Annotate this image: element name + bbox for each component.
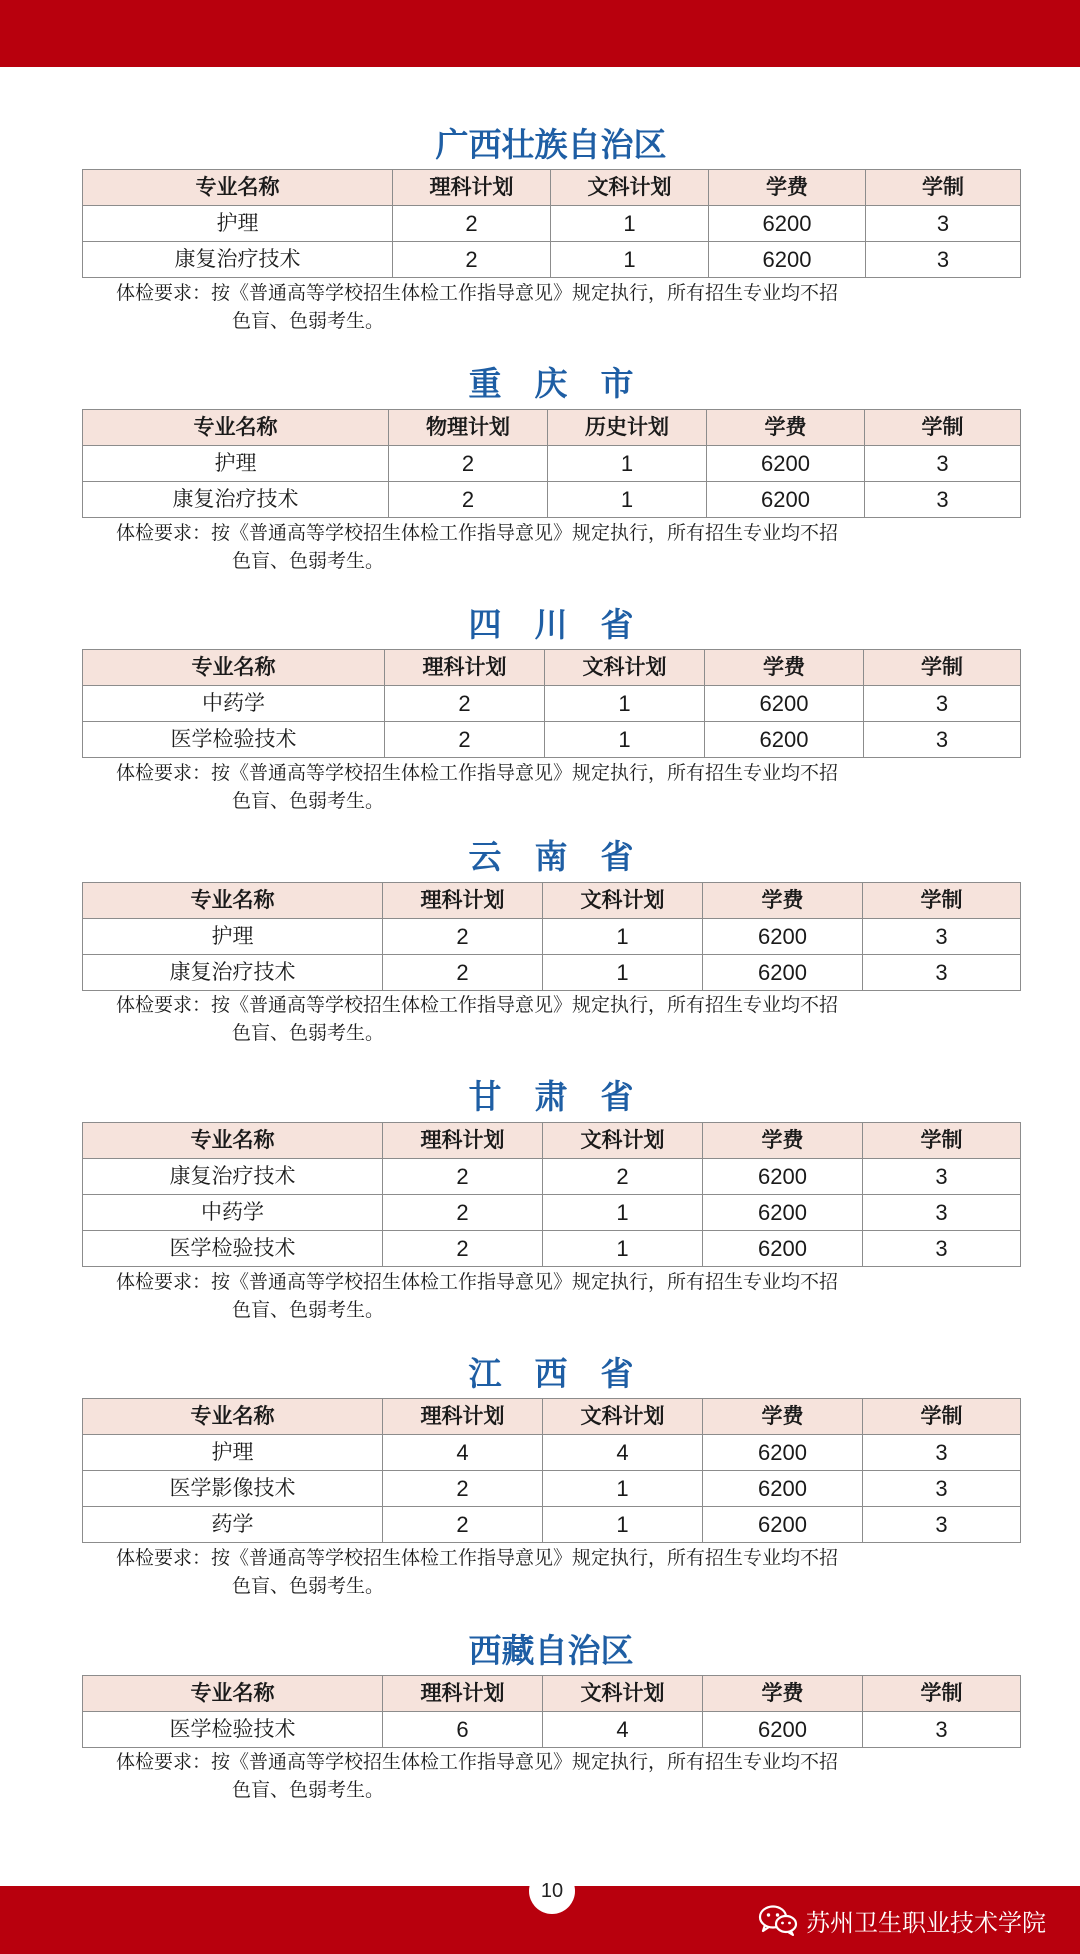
note-line: 色盲、色弱考生。 xyxy=(232,790,385,812)
plan-cell: 1 xyxy=(543,1195,703,1231)
region-title-guangxi: 广西壮族自治区 xyxy=(435,125,667,164)
plan-cell: 6 xyxy=(383,1712,543,1748)
plan-cell: 2 xyxy=(389,482,548,518)
plan-cell: 4 xyxy=(383,1435,543,1471)
footer-brand xyxy=(758,1886,1046,1954)
tuition-cell: 6200 xyxy=(709,242,866,278)
plan-cell: 1 xyxy=(551,206,709,242)
table-row xyxy=(83,686,1021,722)
table-header-row xyxy=(83,1123,1021,1159)
plan-cell: 4 xyxy=(543,1435,703,1471)
header-cell: 专业名称 xyxy=(83,170,393,206)
tuition-cell: 6200 xyxy=(703,955,863,991)
plan-cell: 2 xyxy=(383,955,543,991)
tuition-cell: 6200 xyxy=(703,1195,863,1231)
header-cell: 学制 xyxy=(864,650,1021,686)
header-cell: 学费 xyxy=(705,650,864,686)
duration-cell: 3 xyxy=(863,1159,1021,1195)
duration-cell: 3 xyxy=(863,1435,1021,1471)
header-cell: 理科计划 xyxy=(383,1123,543,1159)
plan-table-tibet xyxy=(82,1675,1021,1748)
header-cell: 文科计划 xyxy=(545,650,705,686)
tuition-cell: 6200 xyxy=(707,482,865,518)
plan-cell: 2 xyxy=(383,1195,543,1231)
note-line: 体检要求：按《普通高等学校招生体检工作指导意见》规定执行，所有招生专业均不招 xyxy=(116,282,839,304)
major-cell: 护理 xyxy=(83,206,393,242)
health-requirement-note xyxy=(116,1544,1006,1600)
header-cell: 理科计划 xyxy=(385,650,545,686)
plan-table-gansu xyxy=(82,1122,1021,1267)
note-line: 色盲、色弱考生。 xyxy=(232,1022,385,1044)
note-line: 色盲、色弱考生。 xyxy=(232,1575,385,1597)
plan-cell: 1 xyxy=(543,1231,703,1267)
header-cell: 学制 xyxy=(863,1123,1021,1159)
header-cell: 文科计划 xyxy=(543,1676,703,1712)
header-cell: 学制 xyxy=(863,1399,1021,1435)
table-row xyxy=(83,919,1021,955)
duration-cell: 3 xyxy=(863,1195,1021,1231)
note-line: 体检要求：按《普通高等学校招生体检工作指导意见》规定执行，所有招生专业均不招 xyxy=(116,1751,839,1773)
tuition-cell: 6200 xyxy=(703,1712,863,1748)
health-requirement-note xyxy=(116,759,1006,815)
header-cell: 学制 xyxy=(863,883,1021,919)
plan-cell: 1 xyxy=(548,446,707,482)
note-line: 体检要求：按《普通高等学校招生体检工作指导意见》规定执行，所有招生专业均不招 xyxy=(116,1271,839,1293)
tuition-cell: 6200 xyxy=(705,686,864,722)
major-cell: 护理 xyxy=(83,919,383,955)
major-cell: 康复治疗技术 xyxy=(83,1159,383,1195)
plan-cell: 2 xyxy=(383,1471,543,1507)
header-cell: 理科计划 xyxy=(383,883,543,919)
header-cell: 专业名称 xyxy=(83,1123,383,1159)
table-row xyxy=(83,482,1021,518)
top-banner xyxy=(0,0,1080,67)
major-cell: 康复治疗技术 xyxy=(83,482,389,518)
header-cell: 学制 xyxy=(865,410,1021,446)
header-cell: 理科计划 xyxy=(383,1399,543,1435)
duration-cell: 3 xyxy=(866,242,1021,278)
header-cell: 物理计划 xyxy=(389,410,548,446)
header-cell: 学费 xyxy=(703,1676,863,1712)
plan-cell: 1 xyxy=(545,686,705,722)
duration-cell: 3 xyxy=(865,446,1021,482)
header-cell: 学费 xyxy=(703,1399,863,1435)
major-cell: 康复治疗技术 xyxy=(83,242,393,278)
plan-table-jiangxi xyxy=(82,1398,1021,1543)
table-row xyxy=(83,1195,1021,1231)
table-header-row xyxy=(83,1399,1021,1435)
table-row xyxy=(83,1471,1021,1507)
header-cell: 文科计划 xyxy=(543,1123,703,1159)
header-cell: 专业名称 xyxy=(83,883,383,919)
header-cell: 文科计划 xyxy=(543,1399,703,1435)
table-row xyxy=(83,1159,1021,1195)
health-requirement-note xyxy=(116,279,1006,335)
tuition-cell: 6200 xyxy=(703,1231,863,1267)
header-cell: 文科计划 xyxy=(551,170,709,206)
table-row xyxy=(83,1231,1021,1267)
header-cell: 学制 xyxy=(866,170,1021,206)
region-title-tibet: 西藏自治区 xyxy=(468,1631,634,1670)
plan-cell: 1 xyxy=(543,1471,703,1507)
tuition-cell: 6200 xyxy=(709,206,866,242)
note-line: 色盲、色弱考生。 xyxy=(232,1299,385,1321)
health-requirement-note xyxy=(116,1748,1006,1804)
header-cell: 专业名称 xyxy=(83,1399,383,1435)
duration-cell: 3 xyxy=(863,1471,1021,1507)
note-line: 色盲、色弱考生。 xyxy=(232,550,385,572)
plan-cell: 1 xyxy=(543,955,703,991)
page-number: 10 xyxy=(529,1868,575,1914)
plan-cell: 1 xyxy=(543,919,703,955)
plan-cell: 2 xyxy=(385,722,545,758)
duration-cell: 3 xyxy=(863,1712,1021,1748)
note-line: 体检要求：按《普通高等学校招生体检工作指导意见》规定执行，所有招生专业均不招 xyxy=(116,1547,839,1569)
header-cell: 专业名称 xyxy=(83,1676,383,1712)
plan-cell: 2 xyxy=(383,1159,543,1195)
table-row xyxy=(83,446,1021,482)
note-line: 色盲、色弱考生。 xyxy=(232,310,385,332)
duration-cell: 3 xyxy=(863,1231,1021,1267)
note-line: 体检要求：按《普通高等学校招生体检工作指导意见》规定执行，所有招生专业均不招 xyxy=(116,994,839,1016)
table-row xyxy=(83,206,1021,242)
tuition-cell: 6200 xyxy=(707,446,865,482)
region-title-sichuan: 四 川 省 xyxy=(468,605,634,644)
plan-cell: 2 xyxy=(393,242,551,278)
duration-cell: 3 xyxy=(863,1507,1021,1543)
major-cell: 康复治疗技术 xyxy=(83,955,383,991)
health-requirement-note xyxy=(116,991,1006,1047)
note-line: 体检要求：按《普通高等学校招生体检工作指导意见》规定执行，所有招生专业均不招 xyxy=(116,762,839,784)
plan-cell: 1 xyxy=(545,722,705,758)
duration-cell: 3 xyxy=(866,206,1021,242)
plan-cell: 1 xyxy=(548,482,707,518)
major-cell: 医学检验技术 xyxy=(83,1712,383,1748)
plan-cell: 2 xyxy=(389,446,548,482)
major-cell: 护理 xyxy=(83,1435,383,1471)
table-header-row xyxy=(83,650,1021,686)
table-row xyxy=(83,1435,1021,1471)
major-cell: 护理 xyxy=(83,446,389,482)
header-cell: 学费 xyxy=(703,1123,863,1159)
wechat-icon xyxy=(758,1904,798,1936)
duration-cell: 3 xyxy=(863,919,1021,955)
tuition-cell: 6200 xyxy=(703,1159,863,1195)
region-title-yunnan: 云 南 省 xyxy=(468,837,634,876)
header-cell: 专业名称 xyxy=(83,410,389,446)
duration-cell: 3 xyxy=(864,686,1021,722)
plan-cell: 2 xyxy=(543,1159,703,1195)
plan-cell: 1 xyxy=(543,1507,703,1543)
tuition-cell: 6200 xyxy=(703,1507,863,1543)
duration-cell: 3 xyxy=(863,955,1021,991)
major-cell: 中药学 xyxy=(83,686,385,722)
table-header-row xyxy=(83,883,1021,919)
plan-cell: 4 xyxy=(543,1712,703,1748)
tuition-cell: 6200 xyxy=(703,1471,863,1507)
note-line: 体检要求：按《普通高等学校招生体检工作指导意见》规定执行，所有招生专业均不招 xyxy=(116,522,839,544)
header-cell: 文科计划 xyxy=(543,883,703,919)
header-cell: 专业名称 xyxy=(83,650,385,686)
plan-cell: 2 xyxy=(383,1507,543,1543)
major-cell: 医学影像技术 xyxy=(83,1471,383,1507)
header-cell: 理科计划 xyxy=(393,170,551,206)
tuition-cell: 6200 xyxy=(705,722,864,758)
health-requirement-note xyxy=(116,519,1006,575)
table-header-row xyxy=(83,410,1021,446)
duration-cell: 3 xyxy=(864,722,1021,758)
table-header-row xyxy=(83,170,1021,206)
tuition-cell: 6200 xyxy=(703,1435,863,1471)
header-cell: 学费 xyxy=(707,410,865,446)
region-title-jiangxi: 江 西 省 xyxy=(468,1354,634,1393)
table-row xyxy=(83,955,1021,991)
major-cell: 医学检验技术 xyxy=(83,722,385,758)
region-title-chongqing: 重 庆 市 xyxy=(468,364,634,403)
plan-table-guangxi xyxy=(82,169,1021,278)
note-line: 色盲、色弱考生。 xyxy=(232,1779,385,1801)
duration-cell: 3 xyxy=(865,482,1021,518)
header-cell: 理科计划 xyxy=(383,1676,543,1712)
header-cell: 学制 xyxy=(863,1676,1021,1712)
header-cell: 学费 xyxy=(709,170,866,206)
table-row xyxy=(83,1712,1021,1748)
plan-table-sichuan xyxy=(82,649,1021,758)
header-cell: 历史计划 xyxy=(548,410,707,446)
major-cell: 医学检验技术 xyxy=(83,1231,383,1267)
plan-cell: 1 xyxy=(551,242,709,278)
plan-table-yunnan xyxy=(82,882,1021,991)
header-cell: 学费 xyxy=(703,883,863,919)
table-header-row xyxy=(83,1676,1021,1712)
footer-brand-name: 苏州卫生职业技术学院 xyxy=(806,1908,1046,1937)
table-row xyxy=(83,242,1021,278)
plan-cell: 2 xyxy=(393,206,551,242)
tuition-cell: 6200 xyxy=(703,919,863,955)
table-row xyxy=(83,722,1021,758)
plan-cell: 2 xyxy=(383,919,543,955)
plan-table-chongqing xyxy=(82,409,1021,518)
major-cell: 中药学 xyxy=(83,1195,383,1231)
region-title-gansu: 甘 肃 省 xyxy=(468,1077,634,1116)
health-requirement-note xyxy=(116,1268,1006,1324)
plan-cell: 2 xyxy=(385,686,545,722)
plan-cell: 2 xyxy=(383,1231,543,1267)
major-cell: 药学 xyxy=(83,1507,383,1543)
table-row xyxy=(83,1507,1021,1543)
